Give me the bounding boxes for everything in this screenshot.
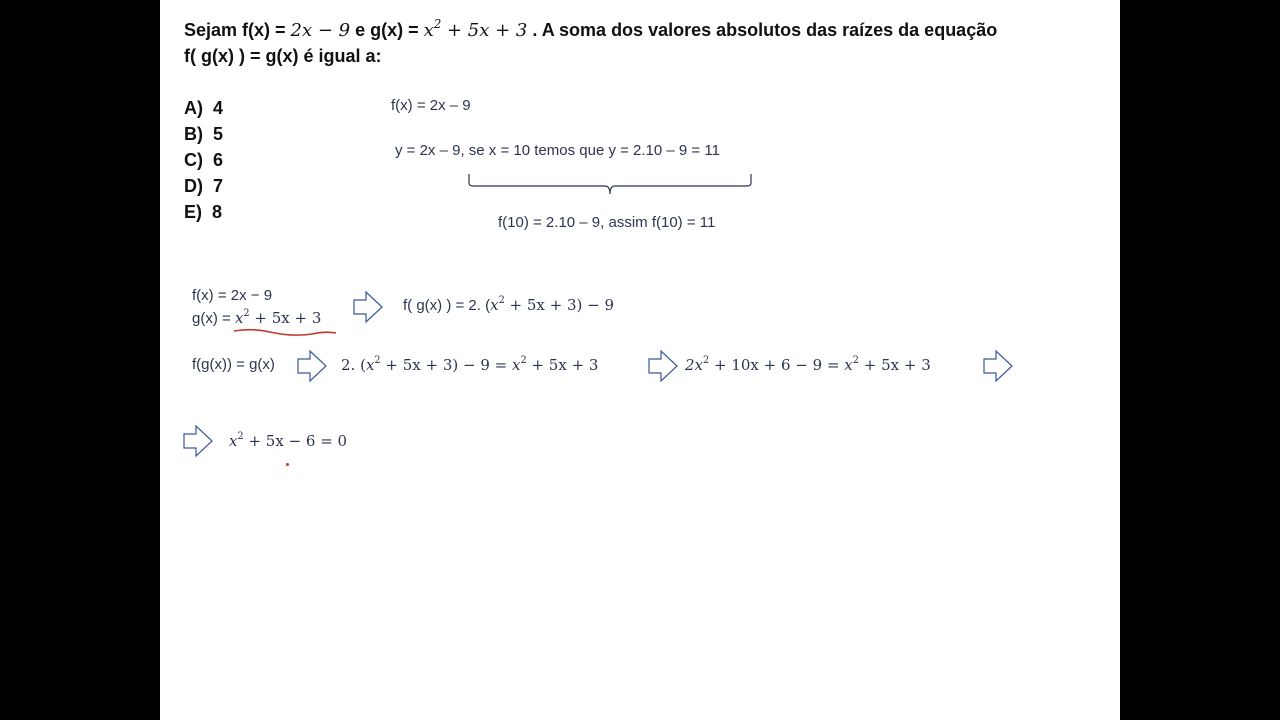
step2-b-exponent2: 2 bbox=[852, 355, 859, 367]
option-value: 5 bbox=[213, 124, 224, 144]
question-suffix: . A soma dos valores absolutos das raízes da equação bbox=[527, 20, 998, 40]
option-c bbox=[184, 150, 223, 171]
right-arrow-icon bbox=[182, 424, 214, 458]
question-line-2: f( g(x) ) = g(x) é igual a: bbox=[184, 46, 382, 66]
right-arrow-icon bbox=[352, 290, 384, 324]
step3-equation bbox=[229, 432, 347, 450]
step2-b-x2: x bbox=[844, 356, 853, 374]
question-mid: e g(x) = bbox=[350, 20, 424, 40]
step2-a-x: x bbox=[365, 356, 375, 374]
step2-a-exponent2: 2 bbox=[520, 355, 527, 367]
question-line-1 bbox=[184, 16, 998, 41]
step2-b-exponent: 2 bbox=[703, 355, 710, 367]
step2-expression-a bbox=[341, 356, 598, 374]
question-prefix: Sejam f(x) = bbox=[184, 20, 291, 40]
red-dot-mark bbox=[286, 463, 289, 466]
option-letter: E) bbox=[184, 202, 202, 222]
worksheet-page bbox=[160, 0, 1120, 720]
question-g-expression bbox=[423, 16, 528, 41]
right-arrow-icon bbox=[296, 349, 328, 383]
step2-label: f(g(x)) = g(x) bbox=[192, 356, 275, 373]
step1-f-line bbox=[192, 287, 272, 304]
step1-fg-prefix: f( g(x) ) = 2. ( bbox=[403, 297, 491, 314]
option-e bbox=[184, 202, 222, 223]
option-value: 7 bbox=[213, 176, 224, 196]
step2-b-rest: + 5x + 3 bbox=[858, 356, 931, 374]
step3-x: x bbox=[229, 432, 238, 450]
right-arrow-icon bbox=[647, 349, 679, 383]
option-d bbox=[184, 176, 223, 197]
step2-a-x2: x bbox=[512, 356, 521, 374]
step1-fg-rest: + 5x + 3) − 9 bbox=[504, 296, 615, 314]
right-arrow-icon bbox=[982, 349, 1014, 383]
step1-g-line bbox=[192, 309, 321, 327]
option-value: 8 bbox=[212, 202, 223, 222]
red-underline-stroke bbox=[232, 326, 340, 340]
option-letter: D) bbox=[184, 176, 203, 196]
option-b bbox=[184, 124, 223, 145]
step2-expression-b bbox=[685, 356, 931, 374]
step1-g-label: g(x) = bbox=[192, 310, 235, 327]
step1-g-x: x bbox=[234, 309, 244, 327]
step1-f-text: f(x) = 2x − 9 bbox=[192, 287, 273, 304]
question-g-rest: + 5x + 3 bbox=[441, 20, 528, 41]
step1-g-exponent: 2 bbox=[243, 308, 250, 320]
option-letter: B) bbox=[184, 124, 203, 144]
question-g-exponent: 2 bbox=[433, 16, 442, 31]
step2-a-mid: + 5x + 3) − 9 = bbox=[380, 356, 512, 374]
example-y-line: y = 2x – 9, se x = 10 temos que y = 2.10 – 9 = 11 bbox=[395, 142, 720, 159]
option-letter: C) bbox=[184, 150, 203, 170]
step2-a-exponent: 2 bbox=[374, 355, 381, 367]
step2-b-mid: + 10x + 6 − 9 = bbox=[709, 356, 845, 374]
step2-a-prefix: 2. ( bbox=[341, 356, 366, 374]
question-g-x: x bbox=[423, 20, 434, 41]
step2-b-coef: 2x bbox=[685, 356, 704, 374]
step2-a-rest: + 5x + 3 bbox=[526, 356, 599, 374]
step1-g-rest: + 5x + 3 bbox=[249, 309, 322, 327]
curly-brace-icon bbox=[465, 170, 755, 202]
question-f-expression: 2x − 9 bbox=[290, 20, 351, 41]
step1-fg-line bbox=[403, 296, 614, 314]
step3-exponent: 2 bbox=[237, 431, 244, 443]
option-value: 4 bbox=[213, 98, 224, 118]
step1-fg-x: x bbox=[490, 296, 499, 314]
step3-rest: + 5x − 6 = 0 bbox=[243, 432, 348, 450]
step1-fg-exponent: 2 bbox=[498, 295, 505, 307]
example-f10-line: f(10) = 2.10 – 9, assim f(10) = 11 bbox=[498, 214, 716, 231]
option-value: 6 bbox=[213, 150, 224, 170]
option-letter: A) bbox=[184, 98, 203, 118]
example-f-definition: f(x) = 2x – 9 bbox=[391, 97, 471, 114]
option-a bbox=[184, 98, 223, 119]
